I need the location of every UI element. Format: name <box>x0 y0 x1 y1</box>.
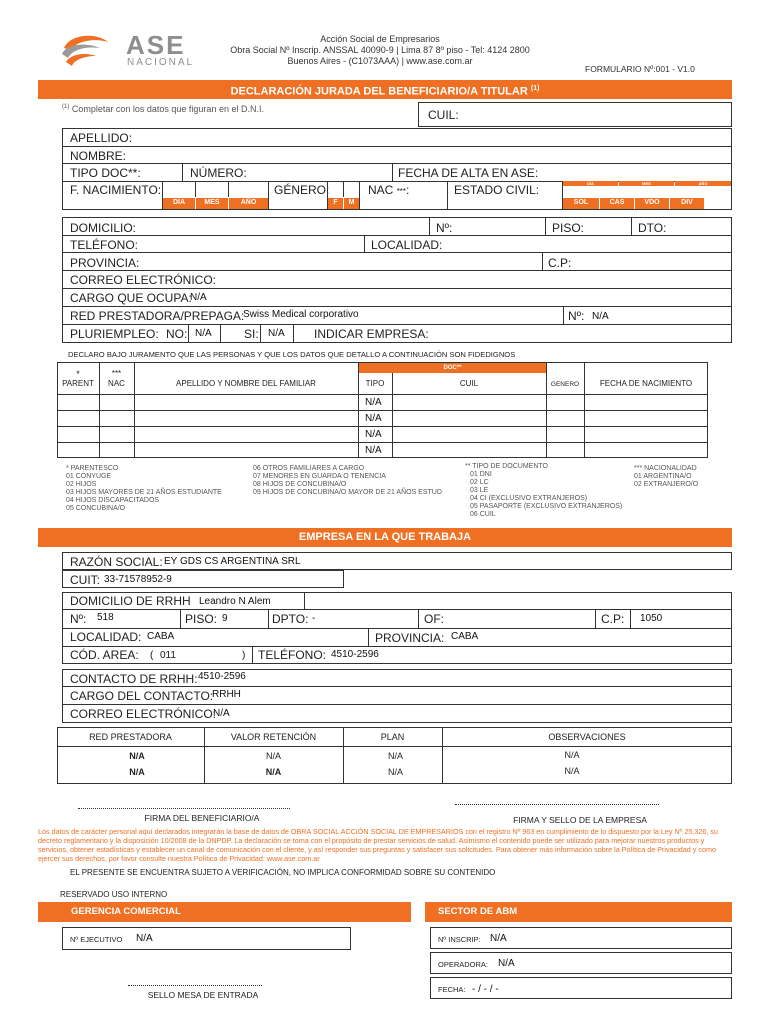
cargo-contacto-label: CARGO DEL CONTACTO: <box>70 689 214 703</box>
logo-main-text: ASE <box>126 30 186 60</box>
cargo-label: CARGO QUE OCUPA: <box>70 291 192 305</box>
empresa-provincia-label: PROVINCIA: <box>375 631 445 645</box>
empresa-telefono-value: 4510-2596 <box>331 649 379 660</box>
empresa-correo-value: N/A <box>213 708 230 719</box>
legend-line: 05 PASAPORTE (EXCLUSIVO EXTRANJEROS) <box>470 503 623 510</box>
localidad-label: LOCALIDAD: <box>371 238 443 252</box>
firma-empresa-line <box>455 804 659 805</box>
estado-vdo-box: VDO <box>635 198 669 209</box>
empresa-correo-label: CORREO ELECTRÓNICO: <box>70 707 217 721</box>
et-header-red: RED PRESTADORA <box>89 732 172 742</box>
cp-label: C.P: <box>548 256 572 270</box>
legend-nacionalidad <box>634 465 698 489</box>
legend-line: 01 ARGENTINA/O <box>634 473 692 480</box>
col-parent-star: * <box>76 369 80 379</box>
nac-label-text: NAC <box>368 183 394 197</box>
fecha-label: FECHA: <box>438 985 466 994</box>
familiar-row-2-tipo: N/A <box>365 413 382 424</box>
numero-label: NÚMERO: <box>190 166 247 180</box>
cargo-contacto-value: RRHH <box>212 689 241 700</box>
nac-label <box>368 183 409 199</box>
legend-line: 01 CÓNYUGE <box>66 473 112 480</box>
nombre-label: NOMBRE: <box>70 149 127 163</box>
et-r1-red: N/A <box>129 751 145 761</box>
et-r2-plan: N/A <box>387 767 403 777</box>
inscrip-label: Nº INSCRIP: <box>438 935 481 944</box>
logo-swoosh-icon <box>56 30 114 72</box>
col-genero-header: GENERO <box>550 381 580 388</box>
empresa-provincia-value: CABA <box>451 631 479 642</box>
domicilio-rrhh-label: DOMICILIO DE RRHH <box>70 594 191 608</box>
domicilio-nro-label: Nº: <box>436 221 453 235</box>
provincia-label: PROVINCIA: <box>70 256 140 270</box>
et-r1-valor: N/A <box>265 751 281 761</box>
legend-line: 02 LC <box>470 479 489 486</box>
legend-line: 04 CI (EXCLUSIVO EXTRANJEROS) <box>470 495 588 502</box>
cargo-value: N/A <box>190 292 207 303</box>
titular-band-title: DECLARACIÓN JURADA DEL BENEFICIARIO/A TITULAR <box>230 85 528 98</box>
et-r2-red: N/A <box>129 767 145 777</box>
pluri-no-value: N/A <box>195 328 212 339</box>
genero-m-box: M <box>344 198 359 209</box>
legend-line: 06 OTROS FAMILIARES A CARGO <box>253 465 365 472</box>
familiar-row-4-tipo: N/A <box>365 445 382 456</box>
declaro-text: DECLARO BAJO JURAMENTO QUE LAS PERSONAS Y QUE LOS DATOS QUE DETALLO A CONTINUACIÓN SON FIDEDIGNOS <box>68 350 516 359</box>
et-r1-plan: N/A <box>387 751 403 761</box>
privacy-notice: Los datos de carácter personal aquí declarados integrarán la base de datos de OBRA SOCIAL ACCIÓN SOCIAL DE EMPRESARIOS con el registro Nº 963 en cumplimiento de lo dispuesto por la Ley Nº 25.326, su decreto reglamentario y la disposición 10/2008 de la DNPDP. La declaración se toma con el propósito de prestar servicios de salud. Asimismo el contenido puede ser utilizado para mejorar nuestros productos y servicios, obtener estadísticas y establecer un canal de comunicación con el cliente, y así responder sus preguntas y satisfacer sus solicitudes. Para obtener más información sobre la Política de Privacidad y como ejercer sus derechos, por favor consulte nuestra Política de Privacidad: www.ase.com.ar <box>38 827 718 863</box>
org-line-3: Buenos Aires - (C1073AAA) | www.ase.com.ar <box>287 56 473 66</box>
fecha-alta-dia-box: DÍA <box>563 181 618 186</box>
firma-beneficiario-line <box>78 808 290 809</box>
empresa-localidad-value: CABA <box>147 631 175 642</box>
estado-civil-label: ESTADO CIVIL: <box>454 183 540 197</box>
inscrip-value: N/A <box>490 933 507 944</box>
sector-abm-title: SECTOR DE ABM <box>438 906 518 917</box>
domicilio-rrhh-value: Leandro N Alem <box>199 596 271 607</box>
tipo-doc-label: TIPO DOC**: <box>70 166 141 180</box>
legend-line: ** TIPO DE DOCUMENTO <box>465 463 548 470</box>
pluri-no-label: NO: <box>166 327 188 341</box>
cuit-label: CUIT: <box>70 573 100 587</box>
col-nombre-header: APELLIDO Y NOMBRE DEL FAMILIAR <box>176 379 316 388</box>
contacto-rrhh-value: 4510-2596 <box>198 671 246 682</box>
empresa-cp-value: 1050 <box>640 613 663 624</box>
domicilio-label: DOMICILIO: <box>70 221 137 235</box>
org-line-1: Acción Social de Empresarios <box>320 34 440 44</box>
domicilio-piso-label: PISO: <box>552 221 585 235</box>
razon-social-label: RAZÓN SOCIAL: <box>70 555 163 569</box>
firma-empresa-label: FIRMA Y SELLO DE LA EMPRESA <box>513 815 647 825</box>
ejecutivo-value: N/A <box>136 933 153 944</box>
legend-line: 07 MENORES EN GUARDA O TENENCIA <box>253 473 386 480</box>
col-cuil-header: CUIL <box>459 379 479 388</box>
legend-line: 08 HIJOS DE CONCUBINA/O <box>253 481 347 488</box>
operadora-label: OPERADORA: <box>438 960 489 969</box>
titular-note <box>62 104 264 114</box>
nac-colon: : <box>406 183 410 197</box>
col-fecha-header: FECHA DE NACIMIENTO <box>599 379 693 388</box>
verificacion-notice: EL PRESENTE SE ENCUENTRA SUJETO A VERIFICACIÓN, NO IMPLICA CONFORMIDAD SOBRE SU CONTENIDO <box>70 868 496 877</box>
cod-area-open: ( <box>150 650 154 661</box>
contacto-rrhh-label: CONTACTO DE RRHH: <box>70 672 198 686</box>
fnac-mes-box: MES <box>196 198 228 209</box>
pluri-si-label: SI: <box>244 327 259 341</box>
empresa-nro-label: Nº: <box>70 612 87 626</box>
red-nro-label: Nº: <box>568 309 585 323</box>
correo-label: CORREO ELECTRÓNICO: <box>70 273 217 287</box>
indicar-empresa-label: INDICAR EMPRESA: <box>314 327 429 341</box>
cod-area-close: ) <box>242 650 246 661</box>
sello-line <box>128 985 262 986</box>
org-line-2: Obra Social Nº Inscrip. ANSSAL 40090-9 | Lima 87 8º piso - Tel: 4124 2800 <box>230 45 530 55</box>
empresa-telefono-label: TELÉFONO: <box>258 648 327 662</box>
titular-note-sup: (1) <box>62 104 70 110</box>
empresa-localidad-label: LOCALIDAD: <box>70 630 142 644</box>
legend-tipo-doc <box>465 463 622 519</box>
legend-parentesco-2 <box>253 465 442 497</box>
red-prestadora-label: RED PRESTADORA/PREPAGA: <box>70 309 245 323</box>
legend-line: 06 CUIL <box>470 511 496 518</box>
col-parent-header: PARENT <box>62 379 94 388</box>
col-tipo-header: TIPO <box>365 379 385 388</box>
red-nro-value: N/A <box>592 311 609 322</box>
col-doc-header: DOC** <box>359 363 546 373</box>
cuit-value: 33-71578952-9 <box>104 574 172 585</box>
nac-stars: *** <box>396 187 407 196</box>
empresa-band: EMPRESA EN LA QUE TRABAJA <box>38 528 732 547</box>
legend-line: 05 CONCUBINA/O <box>66 505 126 512</box>
reservado-uso-interno: RESERVADO USO INTERNO <box>60 890 168 899</box>
pluriempleo-label: PLURIEMPLEO: <box>70 327 159 341</box>
empresa-of-label: OF: <box>424 612 444 626</box>
estado-div-box: DIV <box>670 198 704 209</box>
legend-line: 03 LE <box>470 487 489 494</box>
empresa-cp-label: C.P: <box>601 612 625 626</box>
razon-social-value: EY GDS CS ARGENTINA SRL <box>164 556 301 567</box>
familiar-row-1-tipo: N/A <box>365 397 382 408</box>
genero-label: GÉNERO: <box>274 183 330 197</box>
fecha-alta-ano-box: AÑO <box>675 181 731 186</box>
red-prestadora-value: Swiss Medical corporativo <box>243 309 359 320</box>
empresa-piso-label: PISO: <box>185 612 218 626</box>
empresa-dpto-value: - <box>312 613 316 624</box>
et-r2-valor: N/A <box>265 767 282 777</box>
legend-line: *** NACIONALIDAD <box>634 465 697 472</box>
ejecutivo-label: Nº EJECUTIVO <box>70 935 123 944</box>
estado-sol-box: SOL <box>563 198 599 209</box>
fecha-alta-label: FECHA DE ALTA EN ASE: <box>398 166 539 180</box>
ase-logo <box>56 30 195 72</box>
pluri-si-value: N/A <box>268 328 285 339</box>
col-nac-header: NAC <box>108 379 125 388</box>
firma-beneficiario-label: FIRMA DEL BENEFICIARIO/A <box>144 813 260 823</box>
estado-cas-box: CAS <box>600 198 634 209</box>
legend-line: 02 EXTRANJERO/O <box>634 481 699 488</box>
gerencia-comercial-band <box>38 902 411 922</box>
gerencia-comercial-title: GERENCIA COMERCIAL <box>71 906 181 917</box>
et-header-valor: VALOR RETENCIÓN <box>230 732 317 742</box>
sello-mesa-entrada: SELLO MESA DE ENTRADA <box>147 990 259 1000</box>
legend-line: 02 HIJOS <box>66 481 97 488</box>
col-nac-star: *** <box>111 369 122 378</box>
titular-band-sup: (1) <box>530 85 540 92</box>
familiar-row-3-tipo: N/A <box>365 429 382 440</box>
cod-area-value: 011 <box>160 650 176 661</box>
legend-line: 09 HIJOS DE CONCUBINA/O MAYOR DE 21 AÑOS ESTUD <box>253 489 442 496</box>
et-header-plan: PLAN <box>380 732 405 742</box>
cuil-box[interactable] <box>418 102 732 127</box>
legend-line: 03 HIJOS MAYORES DE 21 AÑOS ESTUDIANTE <box>66 489 222 496</box>
telefono-label: TELÉFONO: <box>70 238 139 252</box>
legend-line: 01 DNI <box>470 471 492 478</box>
genero-f-box: F <box>328 198 343 209</box>
et-header-obs: OBSERVACIONES <box>548 732 626 742</box>
org-info <box>200 34 560 67</box>
apellido-label: APELLIDO: <box>70 131 133 145</box>
et-r2-obs: N/A <box>564 766 580 776</box>
sector-abm-band <box>425 902 732 922</box>
fnac-ano-box: AÑO <box>229 198 268 209</box>
fecha-alta-mes-box: MES <box>619 181 674 186</box>
form-code: FORMULARIO Nº:001 - V1.0 <box>585 64 695 74</box>
legend-line: 04 HIJOS DISCAPACITADOS <box>66 497 160 504</box>
titular-band <box>38 80 732 99</box>
fnac-dia-box: DÍA <box>163 198 195 209</box>
empresa-dpto-label: DPTO: <box>272 612 309 626</box>
empresa-piso-value: 9 <box>222 613 228 624</box>
legend-parentesco <box>66 465 222 513</box>
cod-area-label: CÓD. AREA: <box>70 648 139 662</box>
f-nacimiento-label: F. NACIMIENTO: <box>70 183 162 197</box>
logo-sub-text: NACIONAL <box>127 57 195 68</box>
operadora-value: N/A <box>498 958 515 969</box>
et-r1-obs: N/A <box>564 750 580 760</box>
fecha-value: - / - / - <box>472 984 499 995</box>
domicilio-dto-label: DTO: <box>638 221 667 235</box>
titular-note-text: Completar con los datos que figuran en el D.N.I. <box>71 104 264 114</box>
empresa-nro-value: 518 <box>97 612 114 623</box>
cuil-label: CUIL: <box>428 108 459 122</box>
legend-line: * PARENTESCO <box>66 465 119 472</box>
